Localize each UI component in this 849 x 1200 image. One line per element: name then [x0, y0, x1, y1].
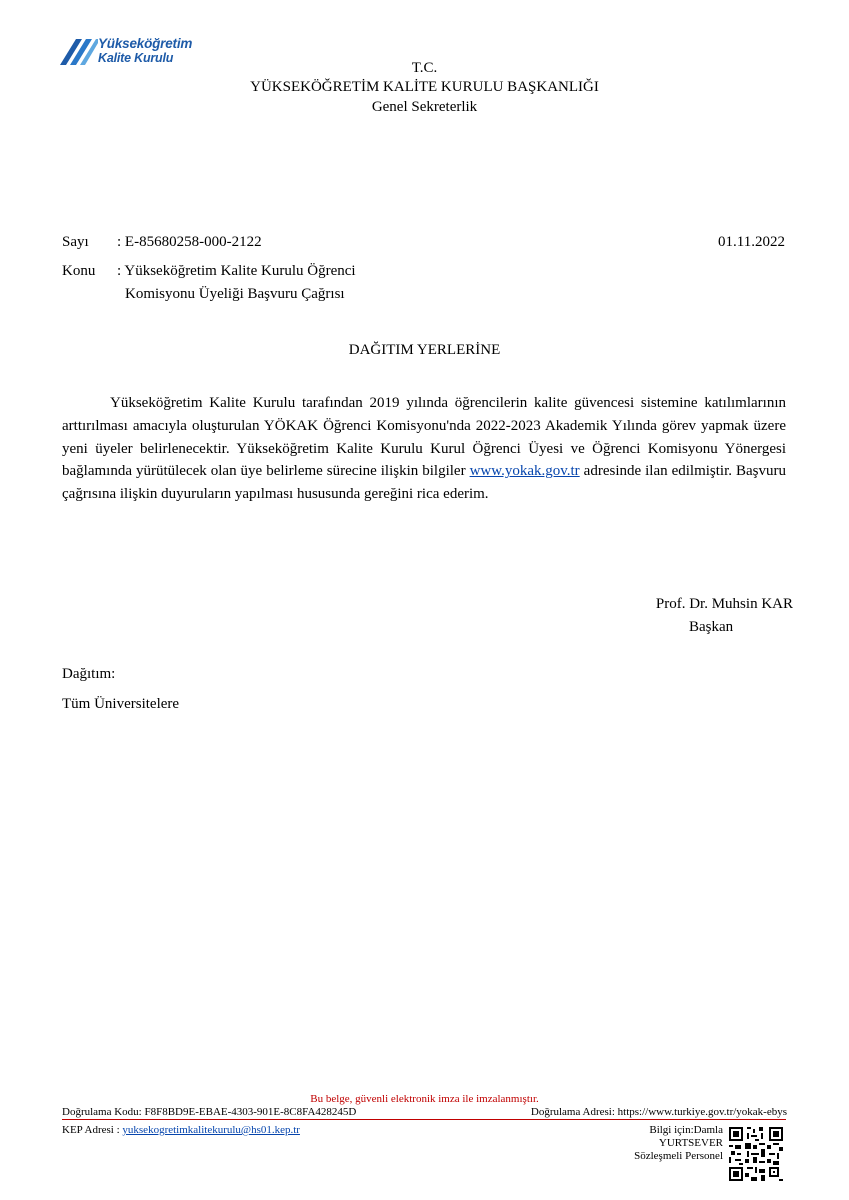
- signatory-name: Prof. Dr. Muhsin KAR: [655, 596, 793, 612]
- kep-address: [62, 1124, 300, 1136]
- contact-info: [634, 1124, 723, 1163]
- distribution-label: Dağıtım:: [62, 666, 116, 682]
- kep-email-link[interactable]: yuksekogretimkalitekurulu@hs01.kep.tr: [122, 1124, 300, 1136]
- body-text-after-link: adresinde ilan edilmiştir. Başvuru çağrısına ilişkin duyuruların yapılması hususunda gereğini rica ederim.: [62, 463, 786, 503]
- signatory-title: Başkan: [689, 619, 734, 635]
- logo-text-line2: Kalite Kurulu: [98, 51, 174, 65]
- sayi-value: : E-85680258-000-2122: [117, 234, 262, 250]
- konu-line2: Komisyonu Üyeliği Başvuru Çağrısı: [125, 286, 345, 302]
- recipient-heading: DAĞITIM YERLERİNE: [348, 342, 501, 358]
- body-text-before-link: Yükseköğretim Kalite Kurulu tarafından 2019 yılında öğrencilerin kalite güvencesi sistemine katılımlarının arttırılması amacıyla oluşturulan YÖKAK Öğrenci Komisyonu'nda 2022-2023 Akademik Yılında görev yapmak üzere yeni üyeler belirlenecektir. Yükseköğretim Kalite Kurulu Kurul Öğrenci Üyesi ve Öğrenci Komisyonu Yönergesi bağlamında yürütülecek olan üye belirleme sürecine ilişkin bilgiler: [62, 395, 786, 480]
- document-date: 01.11.2022: [718, 234, 785, 250]
- logo-text-line1: Yükseköğretim: [98, 36, 193, 51]
- distribution-value: Tüm Üniversitelere: [62, 696, 180, 712]
- kep-label: KEP Adresi :: [62, 1124, 123, 1136]
- website-link[interactable]: www.yokak.gov.tr: [469, 463, 580, 480]
- contact-info-line3: Sözleşmeli Personel: [634, 1150, 723, 1162]
- verification-code: Doğrulama Kodu: F8F8BD9E-EBAE-4303-901E-8C8FA428245D: [62, 1106, 357, 1118]
- header-tc: T.C.: [411, 60, 438, 76]
- verification-address: Doğrulama Adresi: https://www.turkiye.gov.tr/yokak-ebys: [530, 1106, 787, 1118]
- sayi-label: Sayı: [62, 234, 89, 250]
- konu-label: Konu: [62, 263, 96, 279]
- contact-info-line2: YURTSEVER: [658, 1137, 723, 1149]
- contact-info-line1: Bilgi için:Damla: [649, 1124, 723, 1136]
- footer-divider: [62, 1119, 786, 1120]
- qr-code-icon: [729, 1127, 783, 1181]
- header-institution: YÜKSEKÖĞRETİM KALİTE KURULU BAŞKANLIĞI: [250, 79, 599, 95]
- body-paragraph: [62, 392, 786, 506]
- header-department: Genel Sekreterlik: [371, 99, 478, 115]
- konu-line1: : Yükseköğretim Kalite Kurulu Öğrenci: [117, 263, 356, 279]
- esign-notice: Bu belge, güvenli elektronik imza ile imzalanmıştır.: [310, 1093, 539, 1105]
